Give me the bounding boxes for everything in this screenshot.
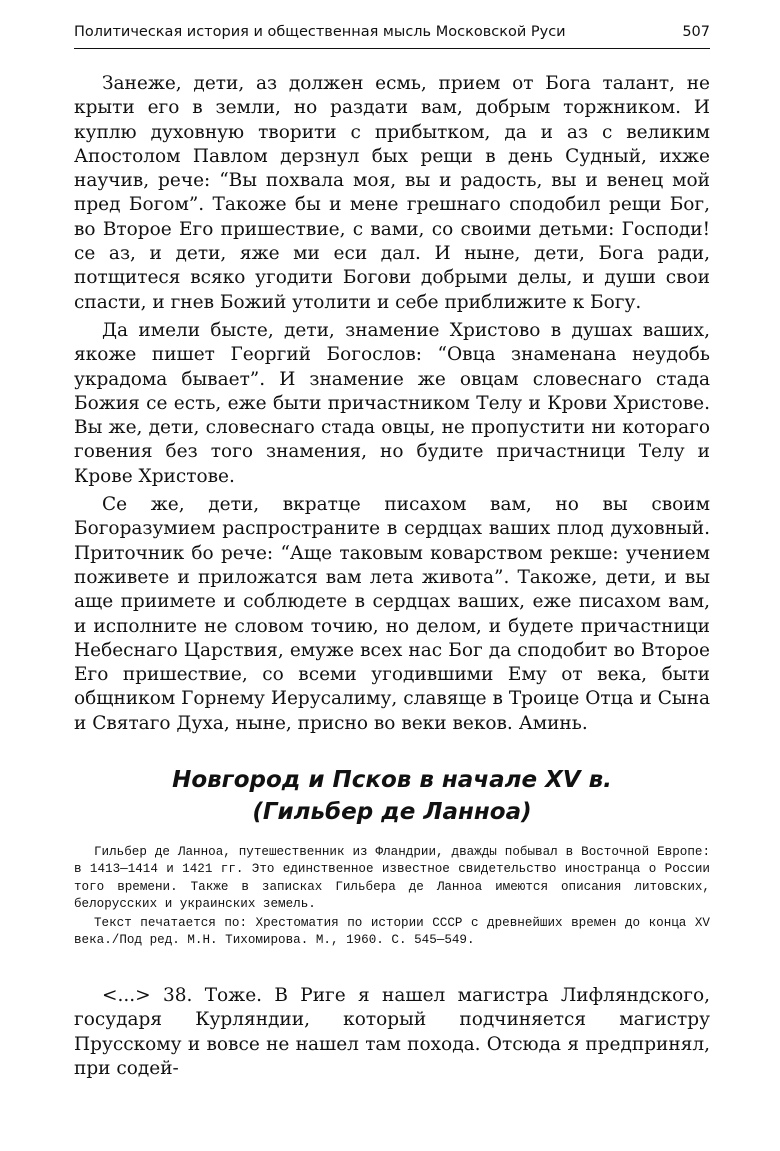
section-introduction (74, 844, 710, 950)
excerpt-paragraph: <...> 38. Тоже. В Риге я нашел магистра Лифляндского, государя Курляндии, который подчиняется магистру Прусскому и вовсе не нашел там похода. Отсюда я предпринял, при содей- (74, 985, 710, 1079)
running-title: Политическая история и общественная мысль Московской Руси (74, 24, 566, 40)
paragraph: Се же, дети, вкратце писахом вам, но вы своим Богоразумием распространите в сердцах ваших плод духовный. Приточник бо рече: “Аще таковым коварством рекше: учением поживете и приложатся вам лета живота”. Такоже, дети, и вы аще приимете и соблюдете в сердцах ваших, еже писахом вам, и исполните не словом точию, но делом, и будете причастници Небеснаго Царствия, емуже всех нас Бог да сподобит во Второе Его пришествие, со всеми угодившими Ему от века, быти общником Горнему Иерусалиму, славяще в Троице Отца и Сына и Святаго Духа, ныне, присно во веки веков. Аминь. (74, 494, 710, 734)
section-subtitle-line: (Гильбер де Ланноа) (252, 799, 532, 825)
main-text (74, 72, 710, 736)
section-title-line: Новгород и Псков в начале XV в. (172, 767, 612, 793)
intro-paragraph: Гильбер де Ланноа, путешественник из Фландрии, дважды побывал в Восточной Европе: в 1413—1414 и 1421 гг. Это единственное известное свидетельство иностранца о России того времени. Также в записках Гильбера де Ланноа имеются описания литовских, белорусских и украинских земель. (74, 845, 710, 911)
paragraph: Да имели бысте, дети, знамение Христово в душах ваших, якоже пишет Георгий Богослов: “Овца знаменана неудобь украдома бывает”. И знамение же овцам словеснаго стада Божия се есть, еже быти причастником Телу и Крови Христове. Вы же, дети, словеснаго стада овцы, не пропустити ни котораго говения без того знамения, но будите причастници Телу и Крове Христове. (74, 319, 710, 487)
section-heading (74, 764, 710, 828)
paragraph: Занеже, дети, аз должен есмь, прием от Бога талант, не крыти его в земли, но раздати вам, добрым торжником. И куплю духовную творити с прибытком, да и аз с великим Апостолом Павлом дерзнул бых рещи в день Судный, ихже научив, рече: “Вы похвала моя, вы и радость, вы и венец мой пред Богом”. Такоже бы и мене грешнаго сподобил рещи Бог, во Второе Его пришествие, с вами, со своими детьми: Господи! се аз, и дети, яже ми еси дал. И ныне, дети, Бога ради, потщитеся всяко угодити Богови добрыми делы, и души свои спасти, и гнев Божий утолити и себе приближите к Богу. (74, 73, 710, 313)
source-note: Текст печатается по: Хрестоматия по истории СССР с древнейших времен до конца XV века./Под ред. М.Н. Тихомирова. М., 1960. С. 545—549. (74, 916, 710, 948)
page-number: 507 (682, 24, 710, 40)
excerpt-text (74, 984, 710, 1081)
running-header (74, 22, 710, 49)
